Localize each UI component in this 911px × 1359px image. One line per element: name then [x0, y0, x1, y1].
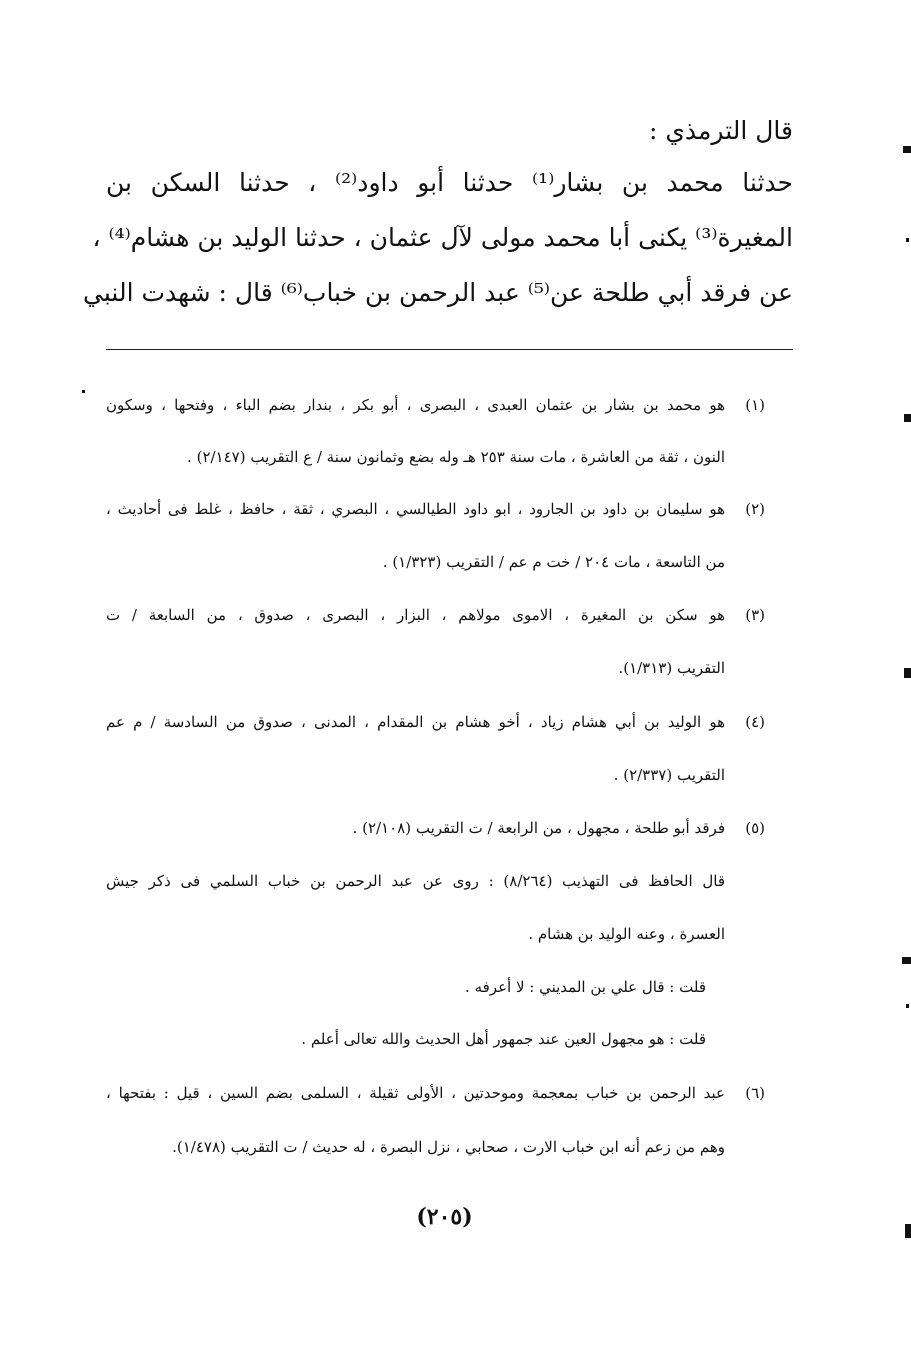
- footnote-2-number: (٢): [745, 500, 765, 518]
- footnote-6-line-1: عبد الرحمن بن خباب بمعجمة وموحدتين ، الأولى ثقيلة ، السلمى بضم السين ، قيل : بفتحها ،: [106, 1084, 725, 1102]
- footnote-6-line-2: وهم من زعم أنه ابن خباب الارت ، صحابي ، نزل البصرة ، له حديث / ت التقريب (١/٤٧٨).: [172, 1138, 725, 1156]
- scan-edge-mark: [902, 957, 911, 964]
- note-line-1: قال الحافظ فى التهذيب (٨/٢٦٤) : روى عن عبد الرحمن بن خباب السلمي فى ذكر جيش: [106, 872, 725, 890]
- main-line-2: المغيرة⁽³⁾ يكنى أبا محمد مولى لآل عثمان ، حدثنا الوليد بن هشام⁽⁴⁾ ،: [92, 223, 793, 252]
- scan-edge-mark: [904, 414, 911, 422]
- footnote-divider: [106, 349, 793, 350]
- footnote-5-line-1: فرقد أبو طلحة ، مجهول ، من الرابعة / ت التقريب (٢/١٠٨) .: [352, 819, 725, 837]
- footnote-4-line-2: التقريب (٢/٣٣٧) .: [613, 766, 725, 784]
- scan-edge-mark: [906, 238, 909, 242]
- footnote-3-line-2: التقريب (١/٣١٣).: [618, 659, 725, 677]
- scan-speck: [82, 390, 85, 393]
- note-line-4: قلت : هو مجهول العين عند جمهور أهل الحديث والله تعالى أعلم .: [301, 1030, 706, 1048]
- scan-edge-mark: [903, 146, 911, 153]
- footnote-3-number: (٣): [745, 606, 765, 624]
- main-line-3: عن فرقد أبي طلحة عن⁽⁵⁾ عبد الرحمن بن خباب⁽⁶⁾ قال : شهدت النبي: [83, 278, 793, 307]
- footnote-2-line-2: من التاسعة ، مات ٢٠٤ / خت م عم / التقريب (١/٣٢٣) .: [382, 553, 725, 571]
- footnote-3-line-1: هو سكن بن المغيرة ، الاموى مولاهم ، البزار ، البصرى ، صدوق ، من السابعة / ت: [106, 606, 725, 624]
- footnote-1-line-1: هو محمد بن بشار بن عثمان العبدى ، البصرى ، أبو بكر ، بندار بضم الباء ، وفتحها ، وسكون: [106, 396, 725, 414]
- note-line-2: العسرة ، وعنه الوليد بن هشام .: [528, 925, 725, 943]
- page-number: (٢٠٥): [416, 1204, 473, 1230]
- footnote-1-line-2: النون ، ثقة من العاشرة ، مات سنة ٢٥٣ هـ وله بضع وثمانون سنة / ع التقريب (٢/١٤٧) .: [187, 448, 725, 466]
- footnote-5-number: (٥): [745, 819, 765, 837]
- note-line-3: قلت : قال علي بن المديني : لا أعرفه .: [465, 978, 706, 996]
- scan-edge-mark: [906, 1004, 909, 1008]
- footnote-4-number: (٤): [745, 713, 765, 731]
- footnote-6-number: (٦): [745, 1084, 765, 1102]
- footnote-4-line-1: هو الوليد بن أبي هشام زياد ، أخو هشام بن المقدام ، المدنى ، صدوق من السادسة / م عم: [106, 713, 725, 731]
- footnote-1-number: (١): [745, 396, 765, 414]
- scan-edge-mark: [904, 668, 911, 678]
- scan-edge-mark: [905, 1224, 911, 1238]
- main-heading: قال الترمذي :: [648, 116, 793, 145]
- footnote-2-line-1: هو سليمان بن داود بن الجارود ، ابو داود الطيالسي ، البصري ، ثقة ، حافظ ، غلط فى أحاديث ،: [106, 500, 725, 518]
- main-line-1: حدثنا محمد بن بشار⁽¹⁾ حدثنا أبو داود⁽²⁾ ، حدثنا السكن بن: [106, 168, 793, 197]
